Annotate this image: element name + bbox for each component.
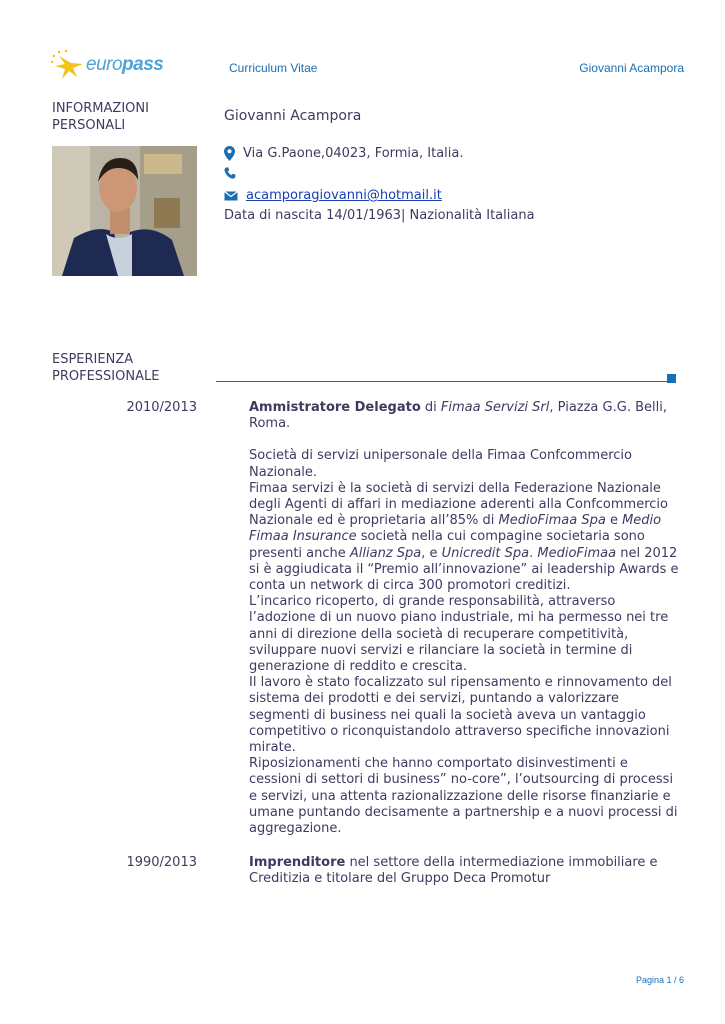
experience-date: 2010/2013 <box>126 400 197 415</box>
experience-heading <box>249 855 679 887</box>
email-row <box>224 188 442 203</box>
job-description: nel settore della intermediazione immobiliare e Creditizia e titolare del Gruppo Deca Promotur <box>249 855 658 887</box>
location-pin-icon <box>224 146 235 161</box>
description-paragraph: Il lavoro è stato focalizzato sul ripensamento e rinnovamento del sistema dei prodotti e dei servizi, puntando a valorizzare segmenti di business nei quali la società aveva un vantaggio competitivo o riconquistandolo attraverso specifiche innovazioni mirate. <box>249 675 672 756</box>
description-paragraph: Riposizionamenti che hanno comportato disinvestimenti e cessioni di settori di business” no-core”, l’outsourcing di processi e servizi, una attenta razionalizzazione delle risorse finanziarie e umane puntando decisamente a partnership e a nuovi processi di aggregazione. <box>249 756 678 837</box>
section-divider <box>216 381 668 382</box>
job-title: Imprenditore <box>249 855 346 870</box>
address-text: Via G.Paone,04023, Formia, Italia. <box>243 146 464 161</box>
experience-entry <box>249 855 679 887</box>
company-name: Fimaa Servizi Srl <box>440 400 550 415</box>
envelope-icon <box>224 191 238 201</box>
phone-icon <box>224 167 236 179</box>
europass-wordmark: europass <box>86 54 164 75</box>
experience-heading: Ammistratore Delegato di Fimaa Servizi Srl, Piazza G.G. Belli, Roma. <box>249 400 667 432</box>
phone-row <box>224 167 244 179</box>
birth-nationality-row <box>224 208 535 223</box>
experience-date: 1990/2013 <box>126 855 197 870</box>
job-title: Ammistratore Delegato <box>249 400 421 415</box>
section-label-personal: INFORMAZIONI PERSONALI <box>52 101 149 133</box>
address-row <box>224 146 464 161</box>
description-paragraph: L’incarico ricoperto, di grande responsabilità, attraverso l’adozione di un nuovo piano industriale, mi ha permesso nei tre anni di direzione della società di recuperare competitività, sviluppare nuovi servizi e rilanciare la società in termine di generazione di reddito e crescita. <box>249 594 669 675</box>
header-name: Giovanni Acampora <box>579 61 684 75</box>
page-number: Pagina 1 / 6 <box>635 975 684 985</box>
profile-photo <box>52 146 197 276</box>
experience-entry <box>249 400 679 837</box>
birth-nationality-text: Data di nascita 14/01/1963| Nazionalità Italiana <box>224 208 535 223</box>
company-location: , Piazza G.G. Belli, Roma. <box>249 400 667 432</box>
person-name: Giovanni Acampora <box>224 108 362 124</box>
section-divider-marker <box>667 374 676 383</box>
description-paragraph: Fimaa servizi è la società di servizi della Federazione Nazionale degli Agenti di affari in mediazione aderenti alla Confcommercio Nazionale ed è proprietaria all’85% di MedioFimaa Spa e Medio Fimaa Insurance società nella cui compagine societaria sono presenti anche Allianz Spa, e Unicredit Spa. MedioFimaa nel 2012 si è aggiudicata il “Premio all’innovazione” ai leadership Awards e conta un network di circa 300 promotori creditizi. <box>249 480 679 594</box>
section-label-experience: ESPERIENZA PROFESSIONALE <box>52 352 160 384</box>
email-link[interactable]: acamporagiovanni@hotmail.it <box>246 188 442 203</box>
document-type-label: Curriculum Vitae <box>229 61 318 75</box>
europass-star-icon <box>51 50 91 82</box>
description-paragraph: Società di servizi unipersonale della Fimaa Confcommercio Nazionale. <box>249 448 632 480</box>
